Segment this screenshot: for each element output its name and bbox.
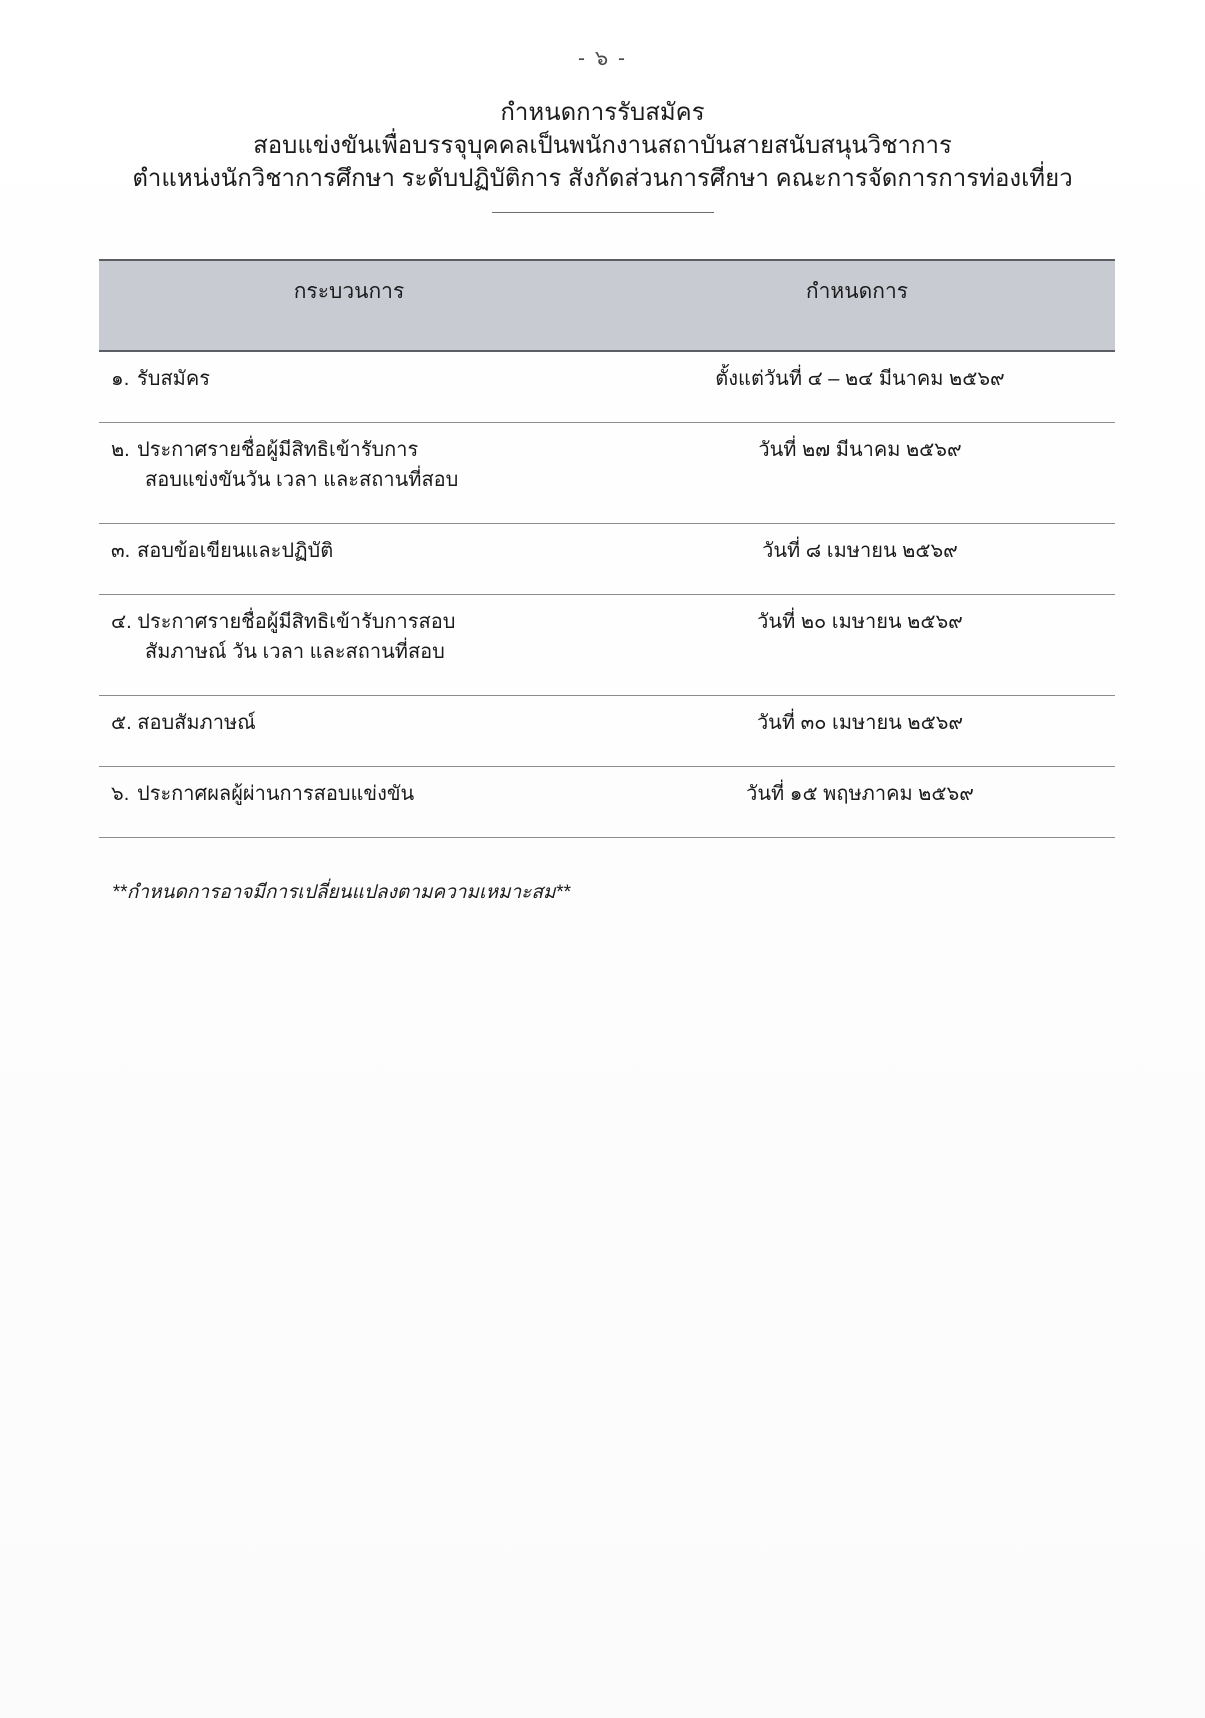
document-title-line-3: ตำแหน่งนักวิชาการศึกษา ระดับปฏิบัติการ สังกัดส่วนการศึกษา คณะการจัดการการท่องเที่ยว bbox=[132, 165, 1073, 192]
column-header-process: กระบวนการ bbox=[99, 260, 599, 351]
process-number: ๑. bbox=[111, 368, 135, 390]
cell-schedule-date: วันที่ ๒๐ เมษายน ๒๕๖๙ bbox=[599, 595, 1115, 696]
process-text-line-2: สัมภาษณ์ วัน เวลา และสถานที่สอบ bbox=[145, 641, 445, 663]
process-text-line-2: สอบแข่งขันวัน เวลา และสถานที่สอบ bbox=[145, 469, 459, 491]
table-row bbox=[99, 696, 1115, 767]
table-header-row bbox=[99, 260, 1115, 351]
process-text-line-1: ประกาศรายชื่อผู้มีสิทธิเข้ารับการสอบ bbox=[137, 611, 456, 633]
document-title-line-1: กำหนดการรับสมัคร bbox=[500, 99, 705, 126]
cell-process bbox=[99, 696, 599, 767]
table-row bbox=[99, 524, 1115, 595]
title-divider bbox=[492, 212, 714, 213]
process-number: ๓. bbox=[111, 540, 136, 562]
process-text-line-1: สอบสัมภาษณ์ bbox=[137, 712, 256, 734]
cell-process bbox=[99, 524, 599, 595]
table-header bbox=[99, 260, 1115, 351]
cell-process bbox=[99, 351, 599, 423]
cell-schedule-date: วันที่ ๓๐ เมษายน ๒๕๖๙ bbox=[599, 696, 1115, 767]
footnote-note: **กำหนดการอาจมีการเปลี่ยนแปลงตามความเหมาะสม** bbox=[112, 882, 571, 903]
process-number: ๕. bbox=[111, 712, 138, 734]
cell-process bbox=[99, 767, 599, 838]
cell-schedule-date: วันที่ ๒๗ มีนาคม ๒๕๖๙ bbox=[599, 423, 1115, 524]
column-header-schedule: กำหนดการ bbox=[599, 260, 1115, 351]
table-row bbox=[99, 595, 1115, 696]
cell-process bbox=[99, 423, 599, 524]
process-number: ๒. bbox=[111, 439, 136, 461]
process-number: ๔. bbox=[111, 611, 138, 633]
table-row bbox=[99, 767, 1115, 838]
cell-schedule-date: ตั้งแต่วันที่ ๔ – ๒๔ มีนาคม ๒๕๖๙ bbox=[599, 351, 1115, 423]
cell-process bbox=[99, 595, 599, 696]
document-title-line-2: สอบแข่งขันเพื่อบรรจุบุคคลเป็นพนักงานสถาบันสายสนับสนุนวิชาการ bbox=[253, 132, 952, 159]
process-number: ๖. bbox=[111, 783, 135, 805]
cell-schedule-date: วันที่ ๑๕ พฤษภาคม ๒๕๖๙ bbox=[599, 767, 1115, 838]
table-body bbox=[99, 351, 1115, 838]
schedule-table bbox=[99, 259, 1115, 838]
table-row bbox=[99, 423, 1115, 524]
page-number: - ๖ - bbox=[578, 47, 627, 70]
process-text-line-1: ประกาศรายชื่อผู้มีสิทธิเข้ารับการ bbox=[137, 439, 419, 461]
process-text-line-1: สอบข้อเขียนและปฏิบัติ bbox=[137, 540, 334, 562]
process-text-line-1: รับสมัคร bbox=[137, 368, 210, 390]
process-text-line-1: ประกาศผลผู้ผ่านการสอบแข่งขัน bbox=[137, 783, 415, 805]
title-block bbox=[0, 96, 1205, 213]
table-row bbox=[99, 351, 1115, 423]
cell-schedule-date: วันที่ ๘ เมษายน ๒๕๖๙ bbox=[599, 524, 1115, 595]
